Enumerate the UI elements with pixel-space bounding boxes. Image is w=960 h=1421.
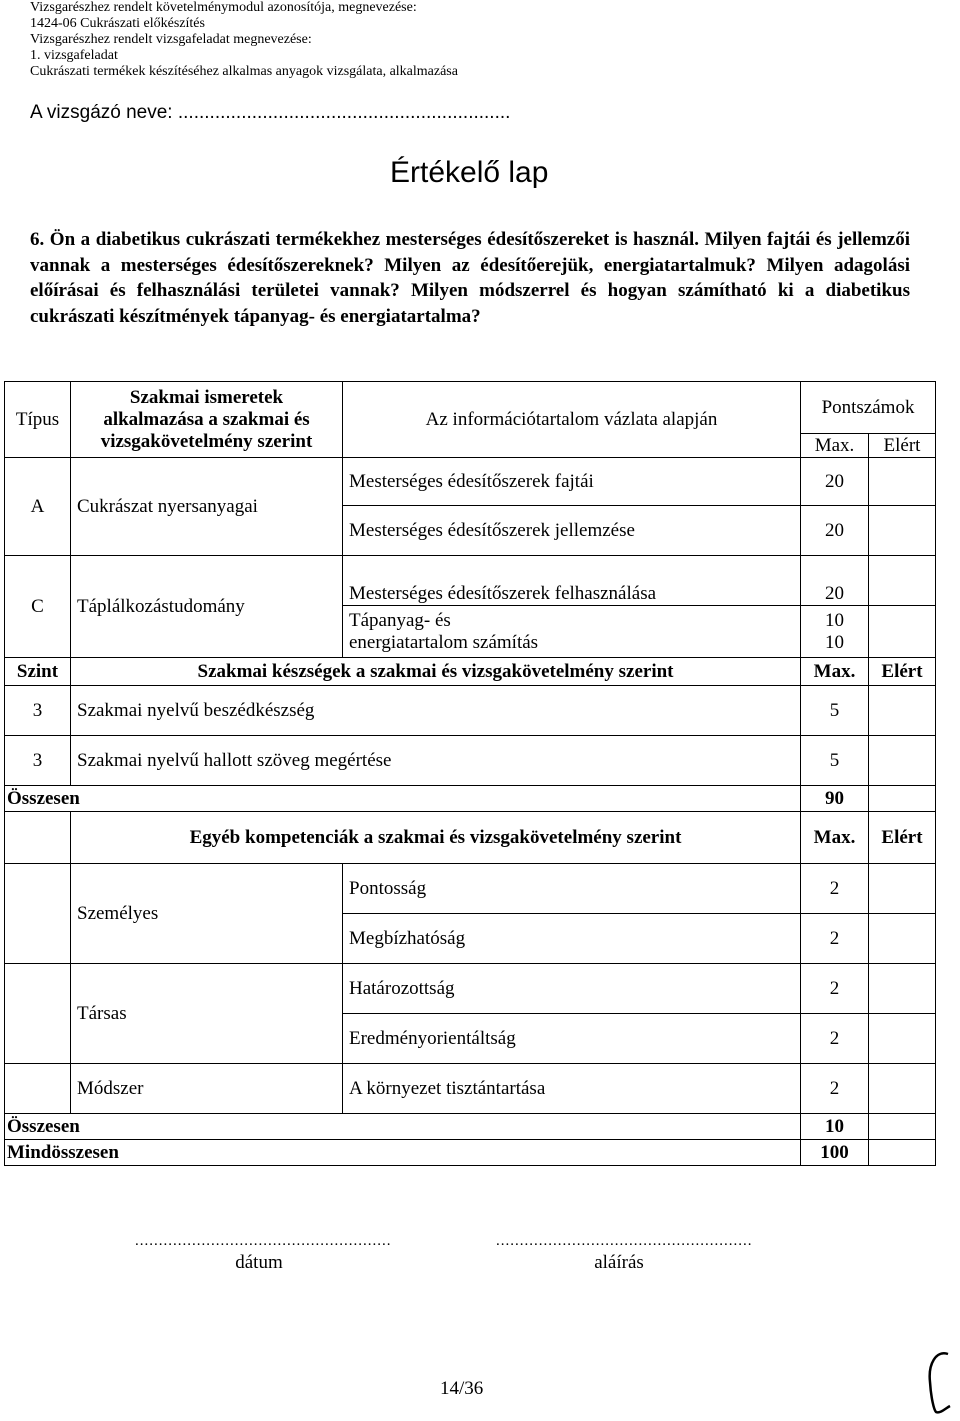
header-knowledge — [71, 382, 343, 458]
type-c: C — [5, 556, 71, 658]
skills-header: Szakmai készségek a szakmai és vizsgakövetelmény szerint — [71, 658, 801, 686]
skills-achieved-header: Elért — [869, 658, 936, 686]
page-number: 14/36 — [440, 1378, 484, 1399]
header-module-name: 1424-06 Cukrászati előkészítés — [30, 16, 205, 31]
competency-item: Pontosság — [343, 864, 801, 914]
header-knowledge-line3: vizsgakövetelmény szerint — [100, 430, 313, 452]
date-label: dátum — [235, 1252, 283, 1273]
exam-question: 6. Ön a diabetikus cukrászati termékekhez mesterséges édesítőszereket is használ. Milyen fajtái és jellemzői vannak a mesterséges édesítőszereknek? Milyen az édesítőerejük, energiatartalmuk? Milyen adagolási előírásai és felhasználási területei vannak? Milyen módszerrel és hogyan számítható ki a diabetikus cukrászati készítmények tápanyag- és energiatartalma? — [30, 229, 910, 327]
competency-group-method: Módszer — [71, 1064, 343, 1114]
handwritten-mark-icon — [922, 1348, 954, 1418]
max-points-line2: 10 — [825, 631, 844, 653]
achieved-points[interactable] — [869, 606, 936, 658]
max-points — [801, 606, 869, 658]
info-row — [343, 606, 801, 658]
competency-achieved[interactable] — [869, 1014, 936, 1064]
skill-max: 5 — [801, 686, 869, 736]
max-points: 20 — [801, 556, 869, 606]
level-header: Szint — [5, 658, 71, 686]
info-row-line1: Tápanyag- és — [349, 609, 451, 631]
other-empty — [5, 864, 71, 964]
max-points: 20 — [801, 506, 869, 556]
info-row: Mesterséges édesítőszerek fajtái — [343, 458, 801, 506]
competency-achieved[interactable] — [869, 964, 936, 1014]
competency-max: 2 — [801, 1064, 869, 1114]
subtotal-achieved[interactable] — [869, 1114, 936, 1140]
other-empty — [5, 812, 71, 864]
subtotal-label: Összesen — [5, 1114, 801, 1140]
skill-achieved[interactable] — [869, 686, 936, 736]
header-task-name: Cukrászati termékek készítéséhez alkalmas anyagok vizsgálata, alkalmazása — [30, 64, 458, 79]
signature-line[interactable]: ...................................................... — [496, 1233, 753, 1249]
header-info: Az információtartalom vázlata alapján — [343, 382, 801, 458]
header-knowledge-line2: alkalmazása a szakmai és — [103, 408, 310, 430]
competency-item: A környezet tisztántartása — [343, 1064, 801, 1114]
skill-level: 3 — [5, 736, 71, 786]
subject-c: Táplálkozástudomány — [71, 556, 343, 658]
other-empty — [5, 1064, 71, 1114]
signature-label: aláírás — [594, 1252, 644, 1273]
examinee-name-field[interactable]: A vizsgázó neve: ............................................................... — [30, 102, 511, 123]
max-points: 20 — [801, 458, 869, 506]
competency-max: 2 — [801, 864, 869, 914]
skill-item: Szakmai nyelvű hallott szöveg megértése — [71, 736, 801, 786]
skills-max-header: Max. — [801, 658, 869, 686]
subtotal-achieved[interactable] — [869, 786, 936, 812]
info-row: Mesterséges édesítőszerek felhasználása — [343, 556, 801, 606]
info-row: Mesterséges édesítőszerek jellemzése — [343, 506, 801, 556]
header-max: Max. — [801, 434, 869, 458]
subtotal-value: 90 — [801, 786, 869, 812]
competency-max: 2 — [801, 914, 869, 964]
other-competencies-header: Egyéb kompetenciák a szakmai és vizsgakövetelmény szerint — [71, 812, 801, 864]
grand-total-value: 100 — [801, 1140, 869, 1166]
competency-achieved[interactable] — [869, 914, 936, 964]
grand-total-label: Mindösszesen — [5, 1140, 801, 1166]
header-points: Pontszámok — [801, 382, 936, 434]
achieved-points[interactable] — [869, 458, 936, 506]
other-max-header: Max. — [801, 812, 869, 864]
subject-a: Cukrászat nyersanyagai — [71, 458, 343, 556]
header-task-label: Vizsgarészhez rendelt vizsgafeladat megnevezése: — [30, 32, 312, 47]
subtotal-label: Összesen — [5, 786, 801, 812]
competency-group-personal: Személyes — [71, 864, 343, 964]
header-knowledge-line1: Szakmai ismeretek — [129, 386, 284, 408]
header-module-label: Vizsgarészhez rendelt követelménymodul azonosítója, megnevezése: — [30, 0, 417, 15]
competency-item: Határozottság — [343, 964, 801, 1014]
competency-max: 2 — [801, 964, 869, 1014]
evaluation-table — [4, 381, 936, 1166]
header-achieved: Elért — [869, 434, 936, 458]
header-type: Típus — [5, 382, 71, 458]
competency-item: Megbízhatóság — [343, 914, 801, 964]
grand-total-achieved[interactable] — [869, 1140, 936, 1166]
max-points-line1: 10 — [825, 609, 844, 631]
page-title: Értékelő lap — [390, 156, 549, 189]
competency-max: 2 — [801, 1014, 869, 1064]
competency-group-social: Társas — [71, 964, 343, 1064]
skill-level: 3 — [5, 686, 71, 736]
other-achieved-header: Elért — [869, 812, 936, 864]
date-line[interactable]: ...................................................... — [135, 1233, 392, 1249]
skill-max: 5 — [801, 736, 869, 786]
skill-achieved[interactable] — [869, 736, 936, 786]
skill-item: Szakmai nyelvű beszédkészség — [71, 686, 801, 736]
header-task-number: 1. vizsgafeladat — [30, 48, 118, 63]
other-empty — [5, 964, 71, 1064]
competency-achieved[interactable] — [869, 864, 936, 914]
subtotal-value: 10 — [801, 1114, 869, 1140]
type-a: A — [5, 458, 71, 556]
competency-item: Eredményorientáltság — [343, 1014, 801, 1064]
achieved-points[interactable] — [869, 556, 936, 606]
info-row-line2: energiatartalom számítás — [349, 631, 539, 653]
achieved-points[interactable] — [869, 506, 936, 556]
competency-achieved[interactable] — [869, 1064, 936, 1114]
